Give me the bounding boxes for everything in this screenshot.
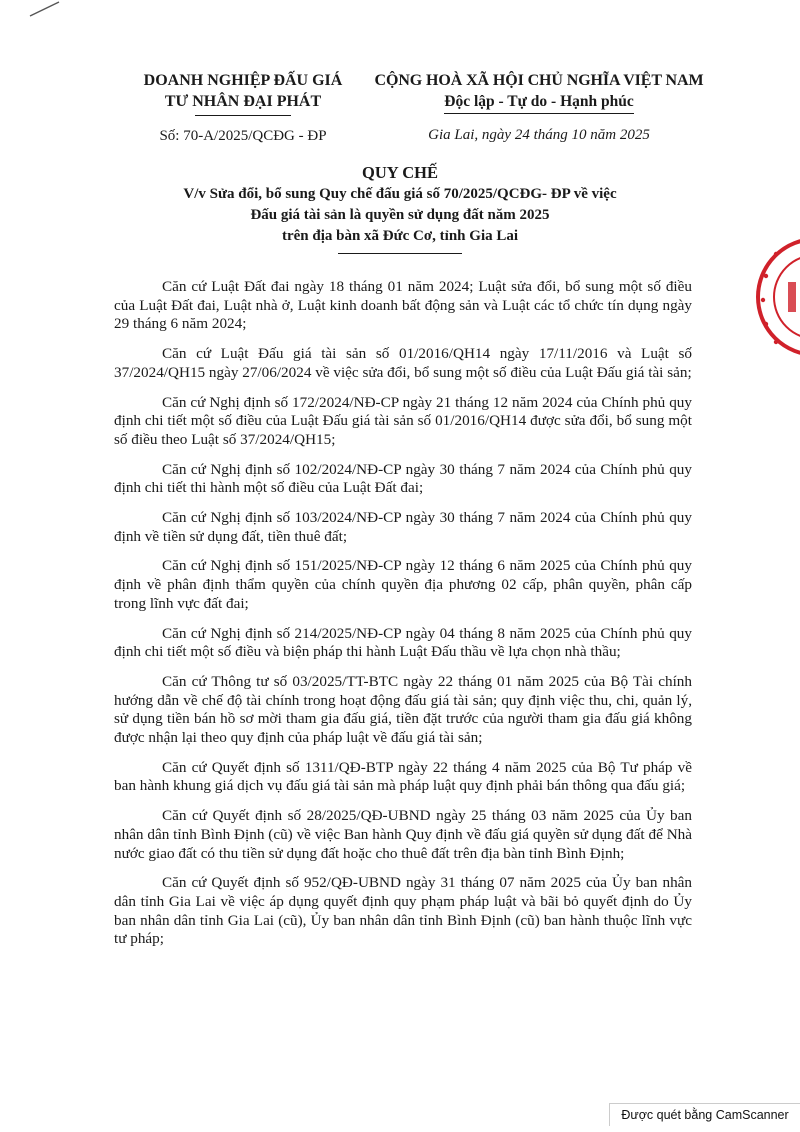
national-header <box>374 70 704 145</box>
title-subject-line3: trên địa bàn xã Đức Cơ, tỉnh Gia Lai <box>281 228 519 244</box>
legal-basis-paragraph: Căn cứ Nghị định số 151/2025/NĐ-CP ngày 12 tháng 6 năm 2025 của Chính phủ quy định về phân định thẩm quyền của chính quyền địa phương 02 cấp, phân quyền, phân cấp trong lĩnh vực đất đai; <box>114 557 692 612</box>
pen-mark-icon <box>28 0 62 18</box>
document-title <box>150 162 650 254</box>
scanner-watermark: Được quét bằng CamScanner <box>609 1103 800 1126</box>
issuer-name-line2: TƯ NHÂN ĐẠI PHÁT <box>164 93 322 110</box>
title-divider <box>338 253 462 254</box>
place-date: Gia Lai, ngày 24 tháng 10 năm 2025 <box>428 127 650 143</box>
legal-basis-paragraph: Căn cứ Nghị định số 214/2025/NĐ-CP ngày 04 tháng 8 năm 2025 của Chính phủ quy định chi tiết một số điều và biện pháp thi hành Luật Đấu thầu về lựa chọn nhà thầu; <box>114 624 692 661</box>
legal-basis-paragraph: Căn cứ Quyết định số 952/QĐ-UBND ngày 31 tháng 07 năm 2025 của Ủy ban nhân dân tỉnh Gia Lai về việc áp dụng quyết định quy phạm pháp luật và bãi bỏ quyết định do Ủy ban nhân dân tỉnh Gia Lai (cũ), Ủy ban nhân dân tỉnh Bình Định (cũ) ban hành thuộc lĩnh vực tư pháp; <box>114 874 692 948</box>
issuer-name-line1: DOANH NGHIỆP ĐẤU GIÁ <box>143 72 343 89</box>
national-title: CỘNG HOÀ XÃ HỘI CHỦ NGHĨA VIỆT NAM <box>374 72 704 89</box>
document-body <box>114 278 692 960</box>
legal-basis-paragraph: Căn cứ Luật Đấu giá tài sản số 01/2016/QH14 ngày 17/11/2016 và Luật số 37/2024/QH15 ngày 27/06/2024 về việc sửa đổi, bổ sung một số điều của Luật Đấu giá tài sản; <box>114 345 692 381</box>
issuer-header <box>112 70 374 146</box>
title-subject-line2: Đấu giá tài sản là quyền sử dụng đất năm 2025 <box>250 207 550 223</box>
national-motto: Độc lập - Tự do - Hạnh phúc <box>444 91 633 114</box>
legal-basis-paragraph: Căn cứ Quyết định số 1311/QĐ-BTP ngày 22 tháng 4 năm 2025 của Bộ Tư pháp về ban hành khung giá dịch vụ đấu giá tài sản mà pháp luật quy định phải bán thông qua đấu giá; <box>114 758 692 795</box>
red-seal-icon <box>754 232 800 362</box>
title-subject-line1: V/v Sửa đổi, bổ sung Quy chế đấu giá số 70/2025/QCĐG- ĐP về việc <box>183 186 617 202</box>
legal-basis-paragraph: Căn cứ Luật Đất đai ngày 18 tháng 01 năm 2024; Luật sửa đổi, bổ sung một số điều của Luật Đất đai, Luật nhà ở, Luật kinh doanh bất động sản và Luật các tổ chức tín dụng ngày 29 tháng 6 năm 2024; <box>114 278 692 333</box>
legal-basis-paragraph: Căn cứ Thông tư số 03/2025/TT-BTC ngày 22 tháng 01 năm 2025 của Bộ Tài chính hướng dẫn về chế độ tài chính trong hoạt động đấu giá tài sản; quy định việc thu, chi, quản lý, sử dụng tiền bán hồ sơ mời tham gia đấu giá, tiền đặt trước của người tham gia đấu giá không được nhận lại theo quy định của pháp luật về đấu giá tài sản; <box>114 672 692 747</box>
legal-basis-paragraph: Căn cứ Nghị định số 102/2024/NĐ-CP ngày 30 tháng 7 năm 2024 của Chính phủ quy định chi tiết thi hành một số điều của Luật Đất đai; <box>114 460 692 497</box>
issuer-divider <box>195 115 291 116</box>
legal-basis-paragraph: Căn cứ Quyết định số 28/2025/QĐ-UBND ngày 25 tháng 03 năm 2025 của Ủy ban nhân dân tỉnh Bình Định (cũ) về việc Ban hành Quy định về đấu giá quyền sử dụng đất để Nhà nước giao đất có thu tiền sử dụng đất hoặc cho thuê đất trên địa bàn tỉnh Bình Định; <box>114 807 692 862</box>
legal-basis-paragraph: Căn cứ Nghị định số 172/2024/NĐ-CP ngày 21 tháng 12 năm 2024 của Chính phủ quy định chi tiết một số điều của Luật Đấu giá tài sản số 01/2016/QH14 được sửa đổi, bổ sung một số điều theo Luật số 37/2024/QH15; <box>114 393 692 448</box>
legal-basis-paragraph: Căn cứ Nghị định số 103/2024/NĐ-CP ngày 30 tháng 7 năm 2024 của Chính phủ quy định về tiền sử dụng đất, tiền thuê đất; <box>114 509 692 545</box>
document-number: Số: 70-A/2025/QCĐG - ĐP <box>159 128 327 144</box>
title-main: QUY CHẾ <box>362 163 438 182</box>
